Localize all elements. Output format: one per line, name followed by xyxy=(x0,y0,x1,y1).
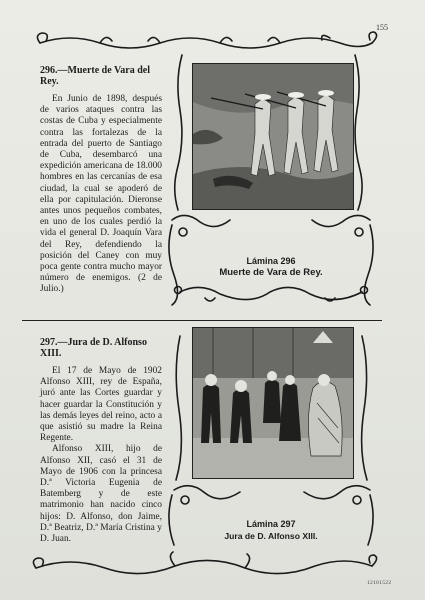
section-297-paragraph-2: Alfonso XIII, hijo de Alfonso XII, casó el 31 de Mayo de 1906 con la princesa D.ª Victoria Eugenia de Batemberg y de este matrimonio han nacido cinco hijos: D. Alfonso, don Jaime, D.ª Beatriz, D.ª María Cristina y D. Juan. xyxy=(40,444,162,545)
plate-296-number: Lámina 296 xyxy=(246,256,296,266)
plate-296-illustration xyxy=(192,63,354,210)
footer-code: 12101522 xyxy=(367,580,392,586)
page-number: 155 xyxy=(376,23,388,32)
plate-297-number: Lámina 297 xyxy=(246,519,296,529)
plate-297-caption xyxy=(195,518,347,542)
section-296-text xyxy=(40,65,162,296)
section-296-heading: 296.—Muerte de Vara del Rey. xyxy=(40,65,150,87)
section-divider xyxy=(22,320,382,321)
plate-297-illustration xyxy=(192,327,354,479)
section-297-heading: 297.—Jura de D. Alfonso XIII. xyxy=(40,337,147,359)
section-296-body: En Junio de 1898, después de varios ataques contra las costas de Cuba y especialmente contra las fortalezas de la entrada del puerto de Santiago de Cuba, desembarcó una expedición americana de 18.000 hombres en las cercanías de esa ciudad, la cual se apoderó de ella por capitulación. Dieronse antes unos pequeños combates, en uno de los cuales perdió la vida el general D. Joaquín Vara del Rey, defendiendo la posición del Caney con muy poca gente contra mucho mayor número de enemigos. (2 de Julio.) xyxy=(40,94,162,295)
plate-297-title: Jura de D. Alfonso XIII. xyxy=(224,531,318,541)
plate-296-title: Muerte de Vara de Rey. xyxy=(219,267,323,278)
section-297-text xyxy=(40,337,162,545)
section-297-paragraph-1: El 17 de Mayo de 1902 Alfonso XIII, rey de España, juró ante las Cortes guardar y hacer guardar la Constitución y las demás leyes del reino, acto a que asistió su madre la Reina Regente. xyxy=(40,366,162,444)
plate-296-caption xyxy=(195,255,347,279)
